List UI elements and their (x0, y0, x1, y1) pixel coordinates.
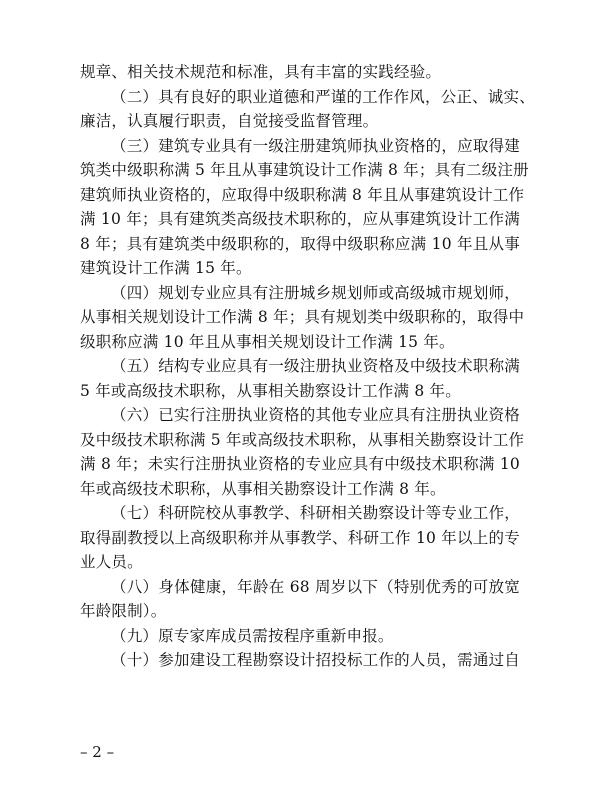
text-line: 级职称应满 10 年且从事相关规划设计工作满 15 年。 (80, 332, 455, 351)
text-line: 满 8 年；未实行注册执业资格的专业应具有中级技术职称满 10 (80, 455, 520, 473)
text-line: （六）已实行注册执业资格的其他专业应具有注册执业资格 (111, 406, 520, 424)
text-line: 业人员。 (80, 553, 143, 571)
text-line: 年或高级技术职称，从事相关勘察设计工作满 8 年。 (80, 479, 446, 498)
text-line: （八）身体健康，年龄在 68 周岁以下（特别优秀的可放宽 (111, 577, 520, 596)
document-body (80, 60, 535, 673)
text-line: （二）具有良好的职业道德和严谨的工作作风，公正、诚实、 (111, 87, 535, 106)
page-number: – 2 – (80, 743, 115, 761)
text-line: 年龄限制）。 (80, 602, 167, 620)
text-line: （十）参加建设工程勘察设计招投标工作的人员，需通过自 (111, 651, 520, 669)
text-line: 筑类中级职称满 5 年且从事建筑设计工作满 8 年；具有二级注册 (80, 161, 529, 179)
text-line: 廉洁，认真履行职责，自觉接受监督管理。 (80, 112, 379, 130)
text-line: 建筑设计工作满 15 年。 (80, 259, 252, 277)
text-line: 及中级技术职称满 5 年或高级技术职称，从事相关勘察设计工作 (80, 430, 525, 449)
text-line: 取得副教授以上高级职称并从事教学、科研工作 10 年以上的专 (80, 528, 520, 547)
text-line: 建筑师执业资格的，应取得中级职称满 8 年且从事建筑设计工作 (80, 185, 525, 204)
text-line: （三）建筑专业具有一级注册建筑师执业资格的，应取得建 (111, 136, 520, 155)
text-line: （九）原专家库成员需按程序重新申报。 (111, 626, 394, 645)
text-line: （四）规划专业应具有注册城乡规划师或高级城市规划师， (111, 283, 520, 302)
text-line: 满 10 年；具有建筑类高级技术职称的，应从事建筑设计工作满 (80, 210, 520, 228)
text-line: 8 年；具有建筑类中级职称的，取得中级职称应满 10 年且从事 (80, 234, 520, 253)
text-line: 从事相关规划设计工作满 8 年；具有规划类中级职称的，取得中 (80, 308, 525, 326)
text-line: （七）科研院校从事教学、科研相关勘察设计等专业工作， (111, 504, 520, 522)
text-line: （五）结构专业应具有一级注册执业资格及中级技术职称满 (111, 357, 520, 375)
text-line: 5 年或高级技术职称，从事相关勘察设计工作满 8 年。 (80, 381, 461, 400)
text-line: 规章、相关技术规范和标准，具有丰富的实践经验。 (80, 63, 442, 81)
